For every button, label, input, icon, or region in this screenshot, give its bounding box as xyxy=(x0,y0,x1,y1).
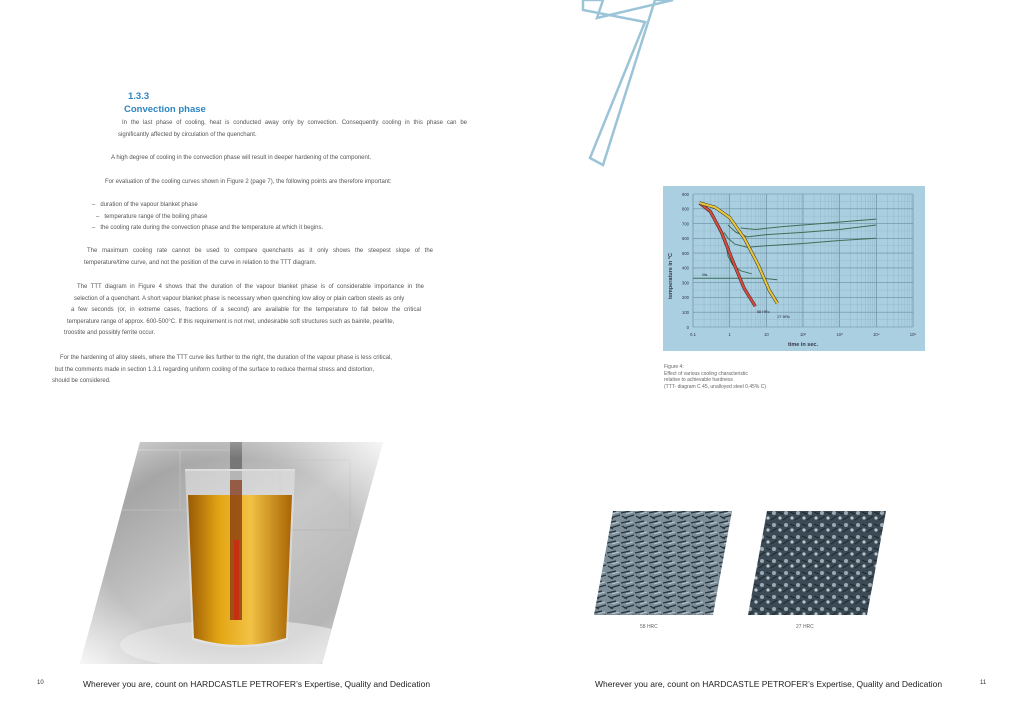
micrograph-label: 27 HRC xyxy=(796,624,814,630)
bullet-marker: – xyxy=(92,202,96,208)
x-tick-label: 10⁵ xyxy=(909,332,917,337)
paragraph-line: temperature range of approx. 600-500°C. If this requirement is not met, undesirable soft structures such as bainite, pearlite, xyxy=(67,318,395,325)
y-tick-label: 300 xyxy=(682,280,689,286)
paragraph-deeper-hardening xyxy=(111,153,371,165)
bullet-marker: – xyxy=(92,225,96,231)
paragraph-line: In the last phase of cooling, heat is conducted away only by convection. Consequently cooling in this phase can be xyxy=(122,120,467,126)
micrograph-27-hrc xyxy=(747,510,887,616)
x-tick-label: 1 xyxy=(728,332,731,337)
x-tick-label: 10⁴ xyxy=(873,332,880,337)
x-tick-label: 10 xyxy=(763,332,769,337)
y-tick-label: 800 xyxy=(682,206,689,212)
bullet-text: the cooling rate during the convection phase and the temperature at which it begins. xyxy=(100,225,324,231)
chart-annotation: 27 HRc xyxy=(777,315,791,320)
caption-line: Figure 4: xyxy=(664,364,684,370)
ttt-diagram-chart xyxy=(663,186,925,351)
paragraph-alloy-steels xyxy=(52,353,392,388)
paragraph-line: temperature/time curve, and not the position of the curve in relation to the TTT diagram. xyxy=(84,259,317,266)
micrograph-label: 58 HRC xyxy=(640,624,658,630)
y-tick-label: 700 xyxy=(682,221,689,227)
y-tick-label: 900 xyxy=(682,191,689,197)
section-title: Convection phase xyxy=(124,104,206,115)
chart-background xyxy=(663,186,925,351)
paragraph-line: but the comments made in section 1.3.1 regarding uniform cooling of the surface to reduce thermal stress and distortion, xyxy=(55,366,375,373)
bullet-item xyxy=(92,223,392,235)
bullet-text: duration of the vapour blanket phase xyxy=(100,202,198,208)
caption-line: (TTT- diagram C 45, unalloyed steel 0.45% C) xyxy=(664,383,766,390)
paragraph-line: A high degree of cooling in the convection phase will result in deeper hardening of the component. xyxy=(111,155,372,161)
chart-x-axis-label: time in sec. xyxy=(788,342,818,348)
paragraph-line: a few seconds (or, in extreme cases, fractions of a second) are available for the temperature to fall below the critical xyxy=(71,307,421,313)
bullet-marker: – xyxy=(96,213,100,220)
paragraph-line: For evaluation of the cooling curves shown in Figure 2 (page 7), the following points are therefore important: xyxy=(105,179,392,185)
chart-annotation: Ms xyxy=(702,273,708,278)
x-tick-label: 10² xyxy=(799,332,807,337)
y-tick-label: 500 xyxy=(682,250,689,256)
caption-line: Effect of various cooling characteristic xyxy=(664,370,748,377)
bullet-text: temperature range of the boiling phase xyxy=(104,213,208,220)
bullet-list xyxy=(92,200,392,235)
paragraph-ttt-diagram xyxy=(64,282,424,340)
micrograph-58-hrc xyxy=(593,510,733,616)
footer-tagline-left: Wherever you are, count on HARDCASTLE PETROFER’s Expertise, Quality and Dedication xyxy=(83,679,431,689)
x-tick-label: 10³ xyxy=(836,332,843,337)
y-tick-label: 400 xyxy=(682,265,689,271)
page-number-right: 11 xyxy=(980,680,987,686)
paragraph-convection-intro xyxy=(118,118,467,141)
decorative-number-shape xyxy=(575,0,685,170)
footer-tagline-right: Wherever you are, count on HARDCASTLE PETROFER’s Expertise, Quality and Dedication xyxy=(595,679,943,689)
bullet-item xyxy=(92,200,392,212)
y-tick-label: 100 xyxy=(682,310,689,316)
paragraph-line: selection of a quenchant. A short vapour blanket phase is necessary when quenching low alloy or plain carbon steels as only xyxy=(74,295,405,302)
paragraph-line: The TTT diagram in Figure 4 shows that the duration of the vapour blanket phase is of considerable importance in the xyxy=(77,284,424,290)
y-tick-label: 0 xyxy=(686,324,689,330)
paragraph-line: troostite and possibly ferrite occur. xyxy=(64,330,156,336)
y-tick-label: 200 xyxy=(682,295,689,301)
section-number: 1.3.3 xyxy=(128,91,150,102)
paragraph-line: The maximum cooling rate cannot be used to compare quenchants as it only shows the steepest slope of the xyxy=(87,248,433,254)
chart-y-axis-label: temperature in °C xyxy=(668,253,674,299)
paragraph-line: For the hardening of alloy steels, where the TTT curve lies further to the right, the duration of the vapour phase is less critical, xyxy=(60,355,392,361)
paragraph-line: significantly affected by circulation of the quenchant. xyxy=(118,131,257,138)
quenching-beaker-photo xyxy=(80,440,385,666)
chart-annotation: 58 HRc xyxy=(756,309,770,314)
page-number-left: 10 xyxy=(37,680,44,686)
y-tick-label: 600 xyxy=(682,236,689,242)
paragraph-max-cooling-rate xyxy=(84,246,433,269)
paragraph-evaluation xyxy=(105,177,392,189)
figure-caption xyxy=(664,364,766,390)
paragraph-line: should be considered. xyxy=(52,378,111,384)
x-tick-label: 0.1 xyxy=(690,332,696,337)
bullet-item xyxy=(96,212,392,224)
caption-line: relative to achievable hardness xyxy=(664,377,733,383)
